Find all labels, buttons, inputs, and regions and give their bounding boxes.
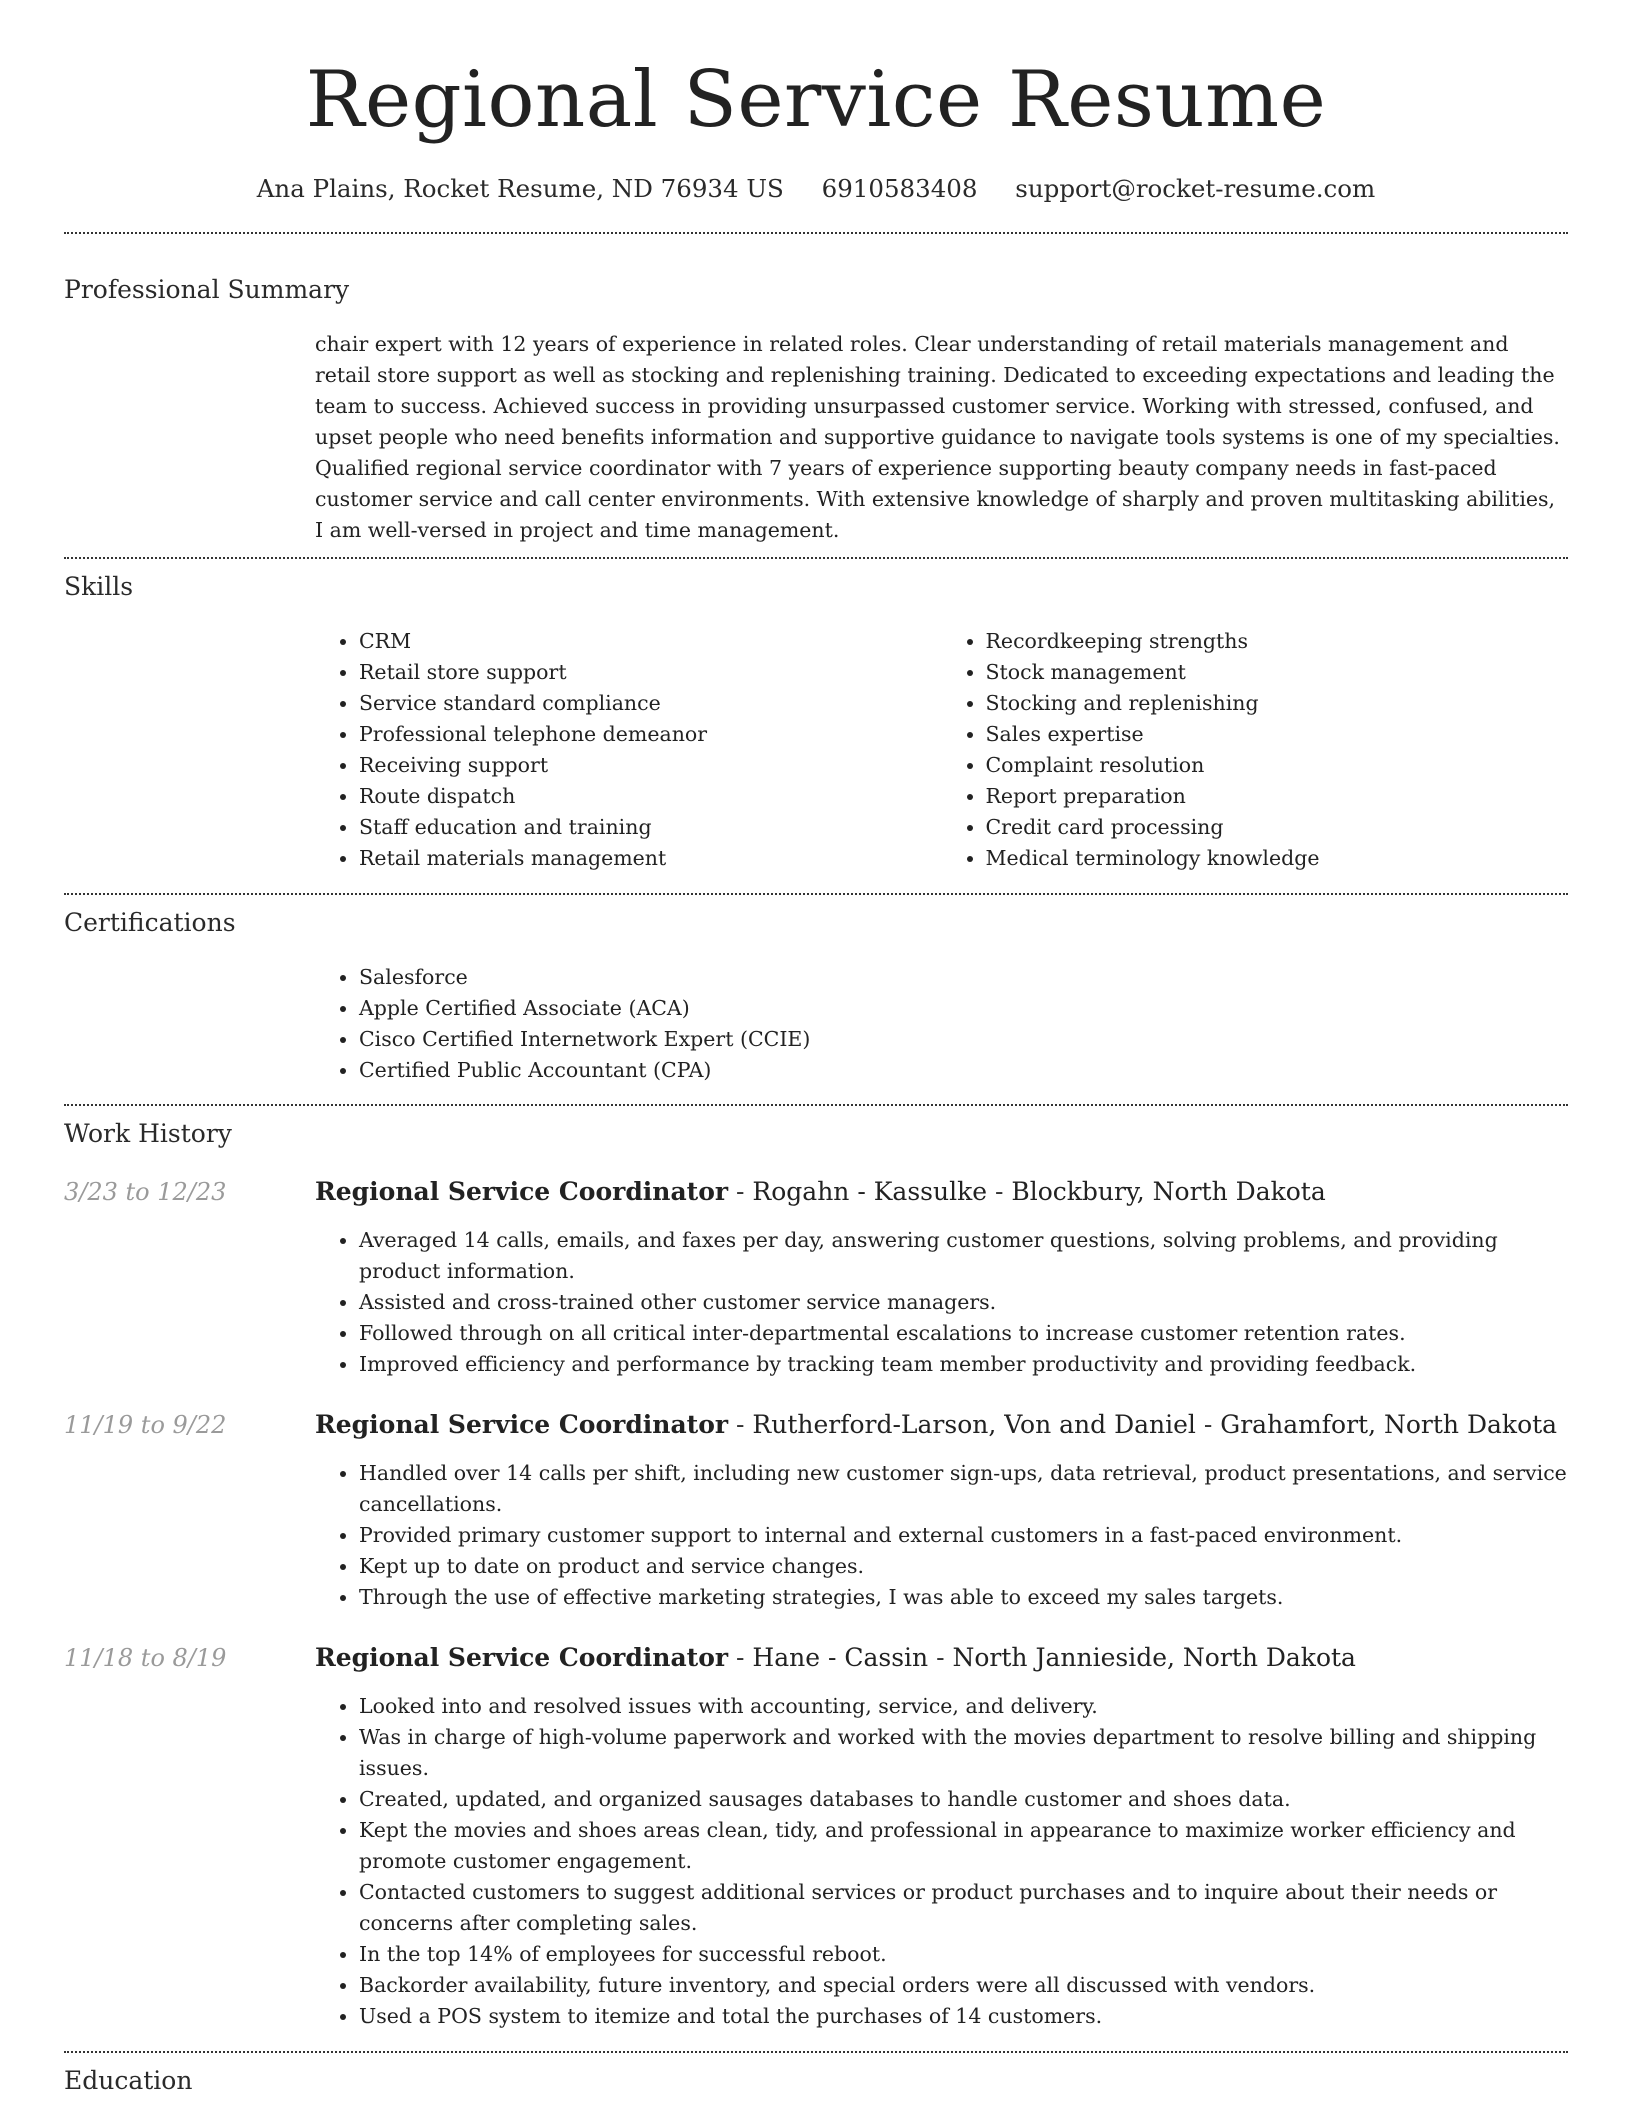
job-location: Blockbury, North Dakota (1011, 1177, 1326, 1206)
certification-item: • Certified Public Accountant (CPA) (359, 1055, 1568, 1086)
skill-item: • Retail materials management (359, 843, 942, 874)
certification-item: • Apple Certified Associate (ACA) (359, 993, 1568, 1024)
job-title: Regional Service Coordinator (315, 1177, 729, 1206)
job-heading: Regional Service Coordinator - Rutherford-Larson, Von and Daniel - Grahamfort, North Dakota (315, 1410, 1558, 1439)
job-bullet: • Kept the movies and shoes areas clean, tidy, and professional in appearance to maximize worker efficiency and promote customer engagement. (359, 1815, 1568, 1877)
job-dates: 11/19 to 9/22 (64, 1411, 227, 1439)
skill-item: • Service standard compliance (359, 688, 942, 719)
job-bullet: • Was in charge of high-volume paperwork and worked with the movies department to resolve billing and shipping issues. (359, 1722, 1568, 1784)
section-heading-work-history: Work History (64, 1119, 232, 1148)
job-entry (64, 1643, 1568, 2032)
section-heading-education: Education (64, 2066, 193, 2095)
skill-item: • Staff education and training (359, 812, 942, 843)
summary-block (315, 329, 1568, 546)
contact-phone: 6910583408 (821, 174, 978, 203)
skills-columns (315, 626, 1568, 874)
skill-item: • Recordkeeping strengths (986, 626, 1569, 657)
job-bullet: • Through the use of effective marketing strategies, I was able to exceed my sales targets. (359, 1582, 1568, 1613)
section-heading-skills: Skills (64, 572, 134, 601)
job-bullet: • Assisted and cross-trained other customer service managers. (359, 1287, 1568, 1318)
job-body (315, 1177, 1568, 1380)
contact-email: support@rocket-resume.com (1015, 174, 1376, 203)
contact-address: Ana Plains, Rocket Resume, ND 76934 US (256, 174, 784, 203)
job-bullet: • Averaged 14 calls, emails, and faxes per day, answering customer questions, solving problems, and providing product information. (359, 1225, 1568, 1287)
job-body (315, 1410, 1568, 1613)
job-dates: 11/18 to 8/19 (64, 1644, 227, 1672)
job-company: Rutherford-Larson, Von and Daniel (752, 1410, 1196, 1439)
divider (64, 232, 1568, 234)
divider (64, 1104, 1568, 1106)
certification-item: • Cisco Certified Internetwork Expert (CCIE) (359, 1024, 1568, 1055)
certifications-block (315, 962, 1568, 1086)
skill-item: • Receiving support (359, 750, 942, 781)
resume-title: Regional Service Resume (305, 55, 1327, 145)
skill-item: • Stocking and replenishing (986, 688, 1569, 719)
job-bullet: • Handled over 14 calls per shift, including new customer sign-ups, data retrieval, product presentations, and service cancellations. (359, 1458, 1568, 1520)
job-bullet: • Backorder availability, future inventory, and special orders were all discussed with vendors. (359, 1970, 1568, 2001)
skills-list-left (315, 626, 942, 874)
skill-item: • Credit card processing (986, 812, 1569, 843)
job-company: Hane - Cassin (752, 1643, 929, 1672)
job-body (315, 1643, 1568, 2032)
skill-item: • Report preparation (986, 781, 1569, 812)
skill-item: • CRM (359, 626, 942, 657)
certifications-list (315, 962, 1568, 1086)
skill-item: • Stock management (986, 657, 1569, 688)
job-title: Regional Service Coordinator (315, 1643, 729, 1672)
certification-item: • Salesforce (359, 962, 1568, 993)
skill-item: • Professional telephone demeanor (359, 719, 942, 750)
job-bullet: • Looked into and resolved issues with accounting, service, and delivery. (359, 1691, 1568, 1722)
resume-page (64, 0, 1568, 2096)
skill-item: • Complaint resolution (986, 750, 1569, 781)
job-location: North Jannieside, North Dakota (952, 1643, 1356, 1672)
job-bullet: • In the top 14% of employees for successful reboot. (359, 1939, 1568, 1970)
contact-line (64, 174, 1568, 204)
job-dates: 3/23 to 12/23 (64, 1178, 227, 1206)
job-bullet: • Improved efficiency and performance by tracking team member productivity and providing feedback. (359, 1349, 1568, 1380)
summary-text: chair expert with 12 years of experience in related roles. Clear understanding of retail materials management and retail store support as well as stocking and replenishing training. Dedicated to exceeding expectations and leading the team to success. Achieved success in providing unsurpassed customer service. Working with stressed, confused, and upset people who need benefits information and supportive guidance to navigate tools systems is one of my specialties. Qualified regional service coordinator with 7 years of experience supporting beauty company needs in fast-paced customer service and call center environments. With extensive knowledge of sharply and proven multitasking abilities, I am well-versed in project and time management. (315, 332, 1560, 542)
divider (64, 2051, 1568, 2053)
section-heading-summary: Professional Summary (64, 275, 350, 304)
skill-item: • Retail store support (359, 657, 942, 688)
divider (64, 893, 1568, 895)
job-bullet: • Contacted customers to suggest additional services or product purchases and to inquire about their needs or concerns after completing sales. (359, 1877, 1568, 1939)
skill-item: • Medical terminology knowledge (986, 843, 1569, 874)
job-entry (64, 1410, 1568, 1613)
skills-list-right (942, 626, 1569, 874)
job-company: Rogahn - Kassulke (752, 1177, 988, 1206)
job-title: Regional Service Coordinator (315, 1410, 729, 1439)
job-bullet: • Followed through on all critical inter-departmental escalations to increase customer retention rates. (359, 1318, 1568, 1349)
job-bullets (315, 1225, 1568, 1380)
skill-item: • Route dispatch (359, 781, 942, 812)
job-heading: Regional Service Coordinator - Rogahn - Kassulke - Blockbury, North Dakota (315, 1177, 1326, 1206)
job-bullet: • Kept up to date on product and service changes. (359, 1551, 1568, 1582)
job-heading: Regional Service Coordinator - Hane - Cassin - North Jannieside, North Dakota (315, 1643, 1356, 1672)
section-heading-certifications: Certifications (64, 908, 236, 937)
job-bullet: • Used a POS system to itemize and total the purchases of 14 customers. (359, 2001, 1568, 2032)
divider (64, 557, 1568, 559)
skill-item: • Sales expertise (986, 719, 1569, 750)
job-bullets (315, 1458, 1568, 1613)
job-bullets (315, 1691, 1568, 2032)
job-bullet: • Provided primary customer support to internal and external customers in a fast-paced environment. (359, 1520, 1568, 1551)
job-location: Grahamfort, North Dakota (1220, 1410, 1558, 1439)
job-bullet: • Created, updated, and organized sausages databases to handle customer and shoes data. (359, 1784, 1568, 1815)
job-entry (64, 1177, 1568, 1380)
